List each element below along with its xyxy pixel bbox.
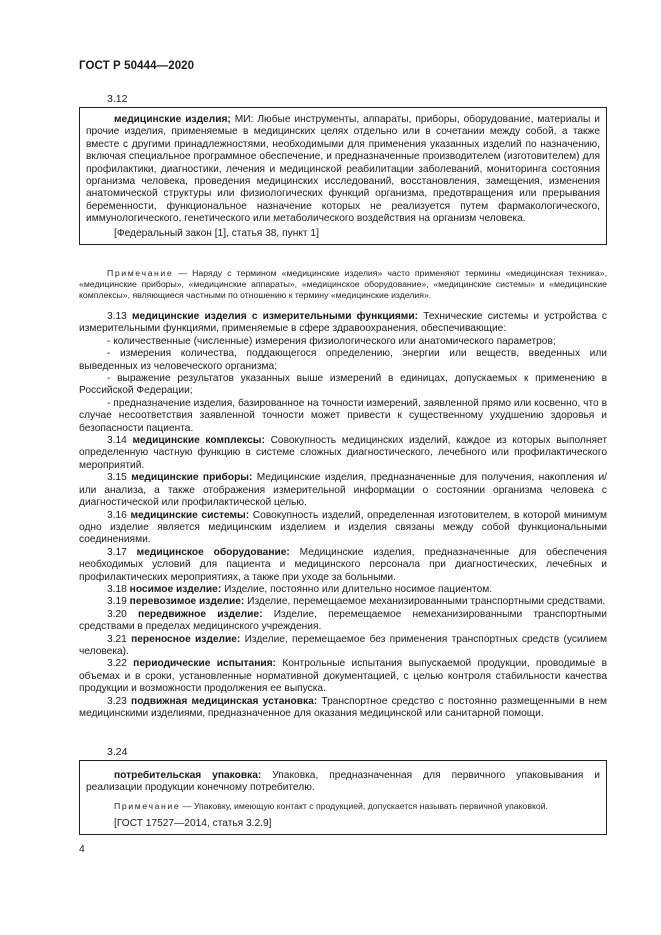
clause-number-3-15: 3.15 bbox=[107, 472, 127, 484]
note-3-24 bbox=[86, 801, 600, 812]
clause-3-19 bbox=[79, 596, 607, 608]
term-3-12: медицинские изделия; bbox=[114, 114, 231, 125]
clause-3-12-text bbox=[86, 114, 600, 226]
definition-3-23: Транспортное средство с постоянно размещенными в нем медицинскими изделиями, предназначенное для оказания медицинской или санитарной помощи. bbox=[79, 695, 607, 719]
clause-3-23 bbox=[79, 696, 607, 721]
definition-3-16: Совокупность изделий, определенная изготовителем, в которой минимум одно изделие является медицинским изделием и изделия связаны между собой функциональными соединениями. bbox=[79, 509, 607, 546]
term-box-3-12 bbox=[79, 107, 607, 245]
clause-3-18 bbox=[79, 584, 607, 596]
note-text-3-24: — Упаковку, имеющую контакт с продукцией, допускается называть первичной упаковкой. bbox=[182, 800, 548, 811]
definition-3-20: Изделие, перемещаемое немеханизированными транспортными средствами в пределах медицинского учреждения. bbox=[79, 608, 607, 633]
definition-3-21: Изделие, перемещаемое без применения транспортных средств (усилием человека). bbox=[79, 633, 607, 657]
clause-3-13 bbox=[79, 311, 607, 336]
definition-3-14: Совокупность медицинских изделий, каждое из которых выполняет определенную частную функцию в системе сложных диагностического, лечебного или профилактического мероприятий. bbox=[79, 435, 607, 471]
clause-3-16 bbox=[79, 510, 607, 547]
note-3-12 bbox=[79, 268, 607, 301]
clause-number-3-24: 3.24 bbox=[107, 746, 128, 758]
term-3-16: медицинские системы: bbox=[130, 509, 250, 521]
term-3-17: медицинское оборудование: bbox=[136, 546, 290, 558]
clause-number-3-17: 3.17 bbox=[107, 546, 127, 558]
definition-3-22: Контрольные испытания выпускаемой продукции, проводимые в объемах и в сроки, установленные нормативной документацией, с целью контроля стабильности качества продукции и возможности продолжения ее выпуска. bbox=[79, 658, 607, 695]
document-header: ГОСТ Р 50444—2020 bbox=[79, 60, 195, 72]
list-item: - количественные (численные) измерения физиологического или анатомического параметров; bbox=[107, 335, 556, 347]
clause-number-3-14: 3.14 bbox=[107, 435, 127, 447]
clause-number-3-19: 3.19 bbox=[107, 596, 127, 608]
clause-3-15 bbox=[79, 472, 607, 509]
clause-3-17 bbox=[79, 547, 607, 584]
note-label-3-24: Примечание bbox=[114, 800, 181, 811]
definition-3-18: Изделие, постоянно или длительно носимое пациентом. bbox=[224, 583, 493, 595]
definition-3-17: Медицинские изделия, предназначенные для обеспечения необходимых условий для пациента и медицинского персонала при диагностических, лечебных и профилактических мероприятиях, а также при уходе за больными. bbox=[79, 546, 607, 583]
clause-number-3-12: 3.12 bbox=[107, 93, 128, 105]
list-item: - выражение результатов указанных выше измерений в единицах, допускаемых к применению в Российской Федерации; bbox=[79, 373, 607, 397]
term-3-13: медицинские изделия с измерительными функциями: bbox=[132, 311, 418, 322]
clause-3-20 bbox=[79, 609, 607, 634]
term-3-18: носимое изделие: bbox=[129, 583, 222, 595]
clause-3-14 bbox=[79, 435, 607, 472]
abbr-3-12: МИ: bbox=[234, 114, 254, 125]
term-3-24: потребительская упаковка: bbox=[114, 770, 262, 781]
term-3-22: периодические испытания: bbox=[133, 658, 276, 670]
term-3-21: переносное изделие: bbox=[131, 633, 241, 645]
clause-number-3-21: 3.21 bbox=[107, 633, 127, 645]
note-label-3-12: Примечание bbox=[107, 268, 174, 278]
note-text-3-12: — Наряду с термином «медицинские изделия» часто применяют термины «медицинская техника», «медицинские приборы», «медицинские аппараты», «медицинское оборудование», «медицинские системы» и «медицинские комплексы», являющиеся частными по отношению к термину «медицинские изделия». bbox=[79, 268, 608, 300]
term-3-15: медицинские приборы: bbox=[131, 472, 253, 484]
clause-number-3-22: 3.22 bbox=[107, 658, 127, 670]
clause-number-3-20: 3.20 bbox=[107, 608, 127, 620]
clause-number-3-16: 3.16 bbox=[107, 509, 127, 521]
clause-number-3-13: 3.13 bbox=[107, 311, 127, 322]
definition-3-24: Упаковка, предназначенная для первичного упаковывания и реализации продукции конечному потребителю. bbox=[86, 770, 601, 794]
definition-3-13: Технические системы и устройства с измерительными функциями, применяемые в сфере здравоохранения, обеспечивающие: bbox=[79, 311, 607, 335]
source-3-24: [ГОСТ 17527—2014, статья 3.2.9] bbox=[114, 817, 272, 829]
term-box-3-24 bbox=[79, 760, 607, 835]
clause-3-24-text bbox=[86, 770, 600, 795]
page-number: 4 bbox=[79, 843, 85, 855]
term-3-23: подвижная медицинская установка: bbox=[131, 695, 318, 707]
term-3-20: передвижное изделие: bbox=[138, 608, 263, 620]
term-3-14: медицинские комплексы: bbox=[132, 435, 265, 447]
term-3-19: перевозимое изделие: bbox=[129, 596, 245, 608]
clause-3-22 bbox=[79, 658, 607, 695]
list-item: - измерения количества, поддающегося определению, энергии или веществ, введенных или выведенных из человеческого организма; bbox=[79, 348, 607, 372]
source-3-12: [Федеральный закон [1], статья 38, пункт 1] bbox=[114, 227, 319, 239]
definition-3-19: Изделие, перемещаемое механизированными транспортными средствами. bbox=[247, 596, 606, 608]
clause-number-3-18: 3.18 bbox=[107, 583, 127, 595]
list-item: - предназначение изделия, базированное на точности измерений, заявленной прямо или косвенно, что в случае несоответствия заявленной точности может привести к существенному ухудшению здоровья и безопасности пациента. bbox=[79, 397, 607, 434]
clause-3-21 bbox=[79, 634, 607, 659]
clauses-block bbox=[79, 311, 607, 720]
clause-number-3-23: 3.23 bbox=[107, 695, 127, 707]
definition-3-15: Медицинские изделия, предназначенные для получения, накопления и/или анализа, а также отображения измерительной информации о состоянии организма человека с диагностической или профилактической целью. bbox=[79, 472, 607, 509]
definition-3-12: Любые инструменты, аппараты, приборы, оборудование, материалы и прочие изделия, применяемые в медицинских целях отдельно или в сочетании между собой, а также вместе с другими принадлежностями, необходимыми для применения указанных изделий по назначению, включая специальное программное обеспечение, и предназначенные производителем (изготовителем) для профилактики, диагностики, лечения и медицинской реабилитации заболеваний, мониторинга состояния организма человека, проведения медицинских исследований, восстановления, замещения, изменения анатомической структуры или физиологических функций организма, предотвращения или прерывания беременности, функциональное назначение которых не реализуется путем фармакологического, иммунологического, генетического или метаболического воздействия на организм человека. bbox=[86, 114, 600, 225]
